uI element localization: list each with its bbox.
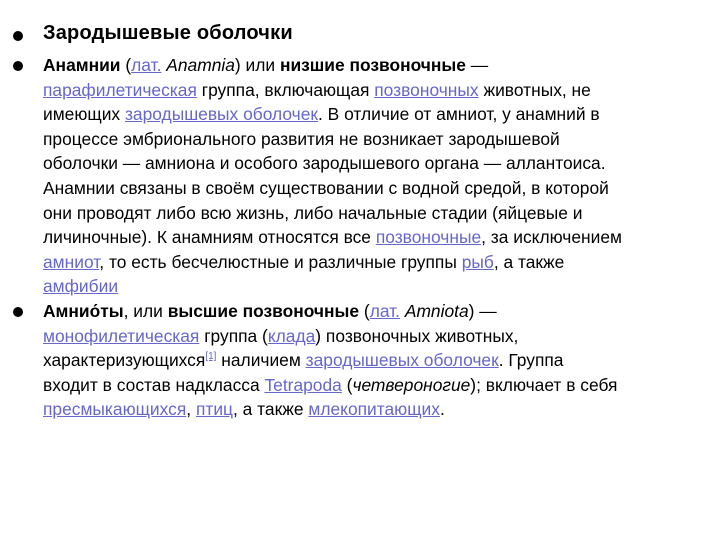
text-run: ( <box>120 55 132 75</box>
text-run: , или <box>123 301 168 321</box>
text-line <box>43 53 713 78</box>
link-lat[interactable]: лат. <box>131 55 162 75</box>
amniota-paragraph <box>43 299 713 422</box>
italic-tetrapods: четвероногие <box>352 374 471 395</box>
text-run: . <box>439 399 445 420</box>
text-run: , а также <box>493 251 565 272</box>
text-run: наличием <box>216 350 306 371</box>
bullet-dot-icon <box>13 31 23 41</box>
text-line: Анамнии связаны в своём существовании с водной средой, в которой <box>43 177 609 198</box>
text-line <box>43 274 713 299</box>
reference-link[interactable]: [1] <box>205 351 217 363</box>
link-embryonic-membranes[interactable]: зародышевых оболочек <box>124 104 318 125</box>
text-line <box>43 397 713 422</box>
text-run: имеющих <box>43 104 125 125</box>
text-line <box>43 348 713 373</box>
link-mammals[interactable]: млекопитающих <box>308 399 440 420</box>
text-run: . В отличие от амниот, у анамний в <box>317 104 600 125</box>
link-tetrapoda[interactable]: Tetrapoda <box>264 374 342 395</box>
text-run: входит в состав надкласса <box>43 374 265 395</box>
text-line <box>43 225 713 250</box>
term-amniota: Амнио́ты <box>43 301 124 321</box>
link-paraphyletic[interactable]: парафилетическая <box>43 79 197 100</box>
text-run: , <box>186 399 196 420</box>
link-fish[interactable]: рыб <box>461 251 494 272</box>
text-run: группа ( <box>199 325 268 346</box>
text-line: процессе эмбрионального развития не возникает зародышевой <box>43 128 560 149</box>
text-run: ) — <box>468 301 497 321</box>
text-run: характеризующихся <box>43 350 206 371</box>
term-higher-vertebrates: высшие позвоночные <box>167 301 360 321</box>
text-line <box>43 324 713 349</box>
term-lower-vertebrates: низшие позвоночные <box>279 55 466 75</box>
text-run: ) или <box>234 55 280 75</box>
text-run: ) позвоночных животных, <box>315 325 519 346</box>
link-clade[interactable]: клада <box>267 325 316 346</box>
link-vertebrates[interactable]: позвоночных <box>374 79 479 100</box>
text-run: ); включает в себя <box>470 374 618 395</box>
text-line <box>43 250 713 275</box>
latin-amniota: Amniota <box>404 301 469 321</box>
text-line <box>43 299 713 324</box>
link-amniotes[interactable]: амниот <box>43 251 100 272</box>
link-embryonic-membranes-2[interactable]: зародышевых оболочек <box>305 350 499 371</box>
link-lat-2[interactable]: лат. <box>369 301 400 321</box>
link-amphibians[interactable]: амфибии <box>43 276 119 297</box>
text-run: ( <box>359 301 370 321</box>
text-line <box>43 102 713 127</box>
text-line <box>43 373 713 398</box>
text-run: . Группа <box>498 350 564 371</box>
anamnia-paragraph <box>43 53 713 299</box>
term-anamnia: Анамнии <box>43 55 121 75</box>
text-run: , за исключением <box>481 227 622 248</box>
text-run: ( <box>341 374 353 395</box>
latin-anamnia: Anamnia <box>166 55 235 75</box>
text-run: , то есть бесчелюстные и различные группы <box>99 251 462 272</box>
link-monophyletic[interactable]: монофилетическая <box>43 325 200 346</box>
link-birds[interactable]: птиц <box>195 399 233 420</box>
text-run: личиночные). К анамниям относятся все <box>43 227 376 248</box>
text-run: — <box>465 55 489 75</box>
bullet-dot-icon <box>13 61 23 71</box>
text-run: группа, включающая <box>196 79 375 100</box>
slide-title: Зародышевые оболочки <box>43 22 293 44</box>
text-line: оболочки — амниона и особого зародышевого органа — аллантоиса. <box>43 153 606 174</box>
bullet-dot-icon <box>13 307 23 317</box>
link-reptiles[interactable]: пресмыкающихся <box>43 399 187 420</box>
text-run: животных, не <box>478 79 591 100</box>
link-vertebrates-2[interactable]: позвоночные <box>375 227 482 248</box>
text-line <box>43 78 713 103</box>
text-run: , а также <box>233 399 309 420</box>
text-line: они проводят либо всю жизнь, либо начальные стадии (яйцевые и <box>43 202 583 223</box>
